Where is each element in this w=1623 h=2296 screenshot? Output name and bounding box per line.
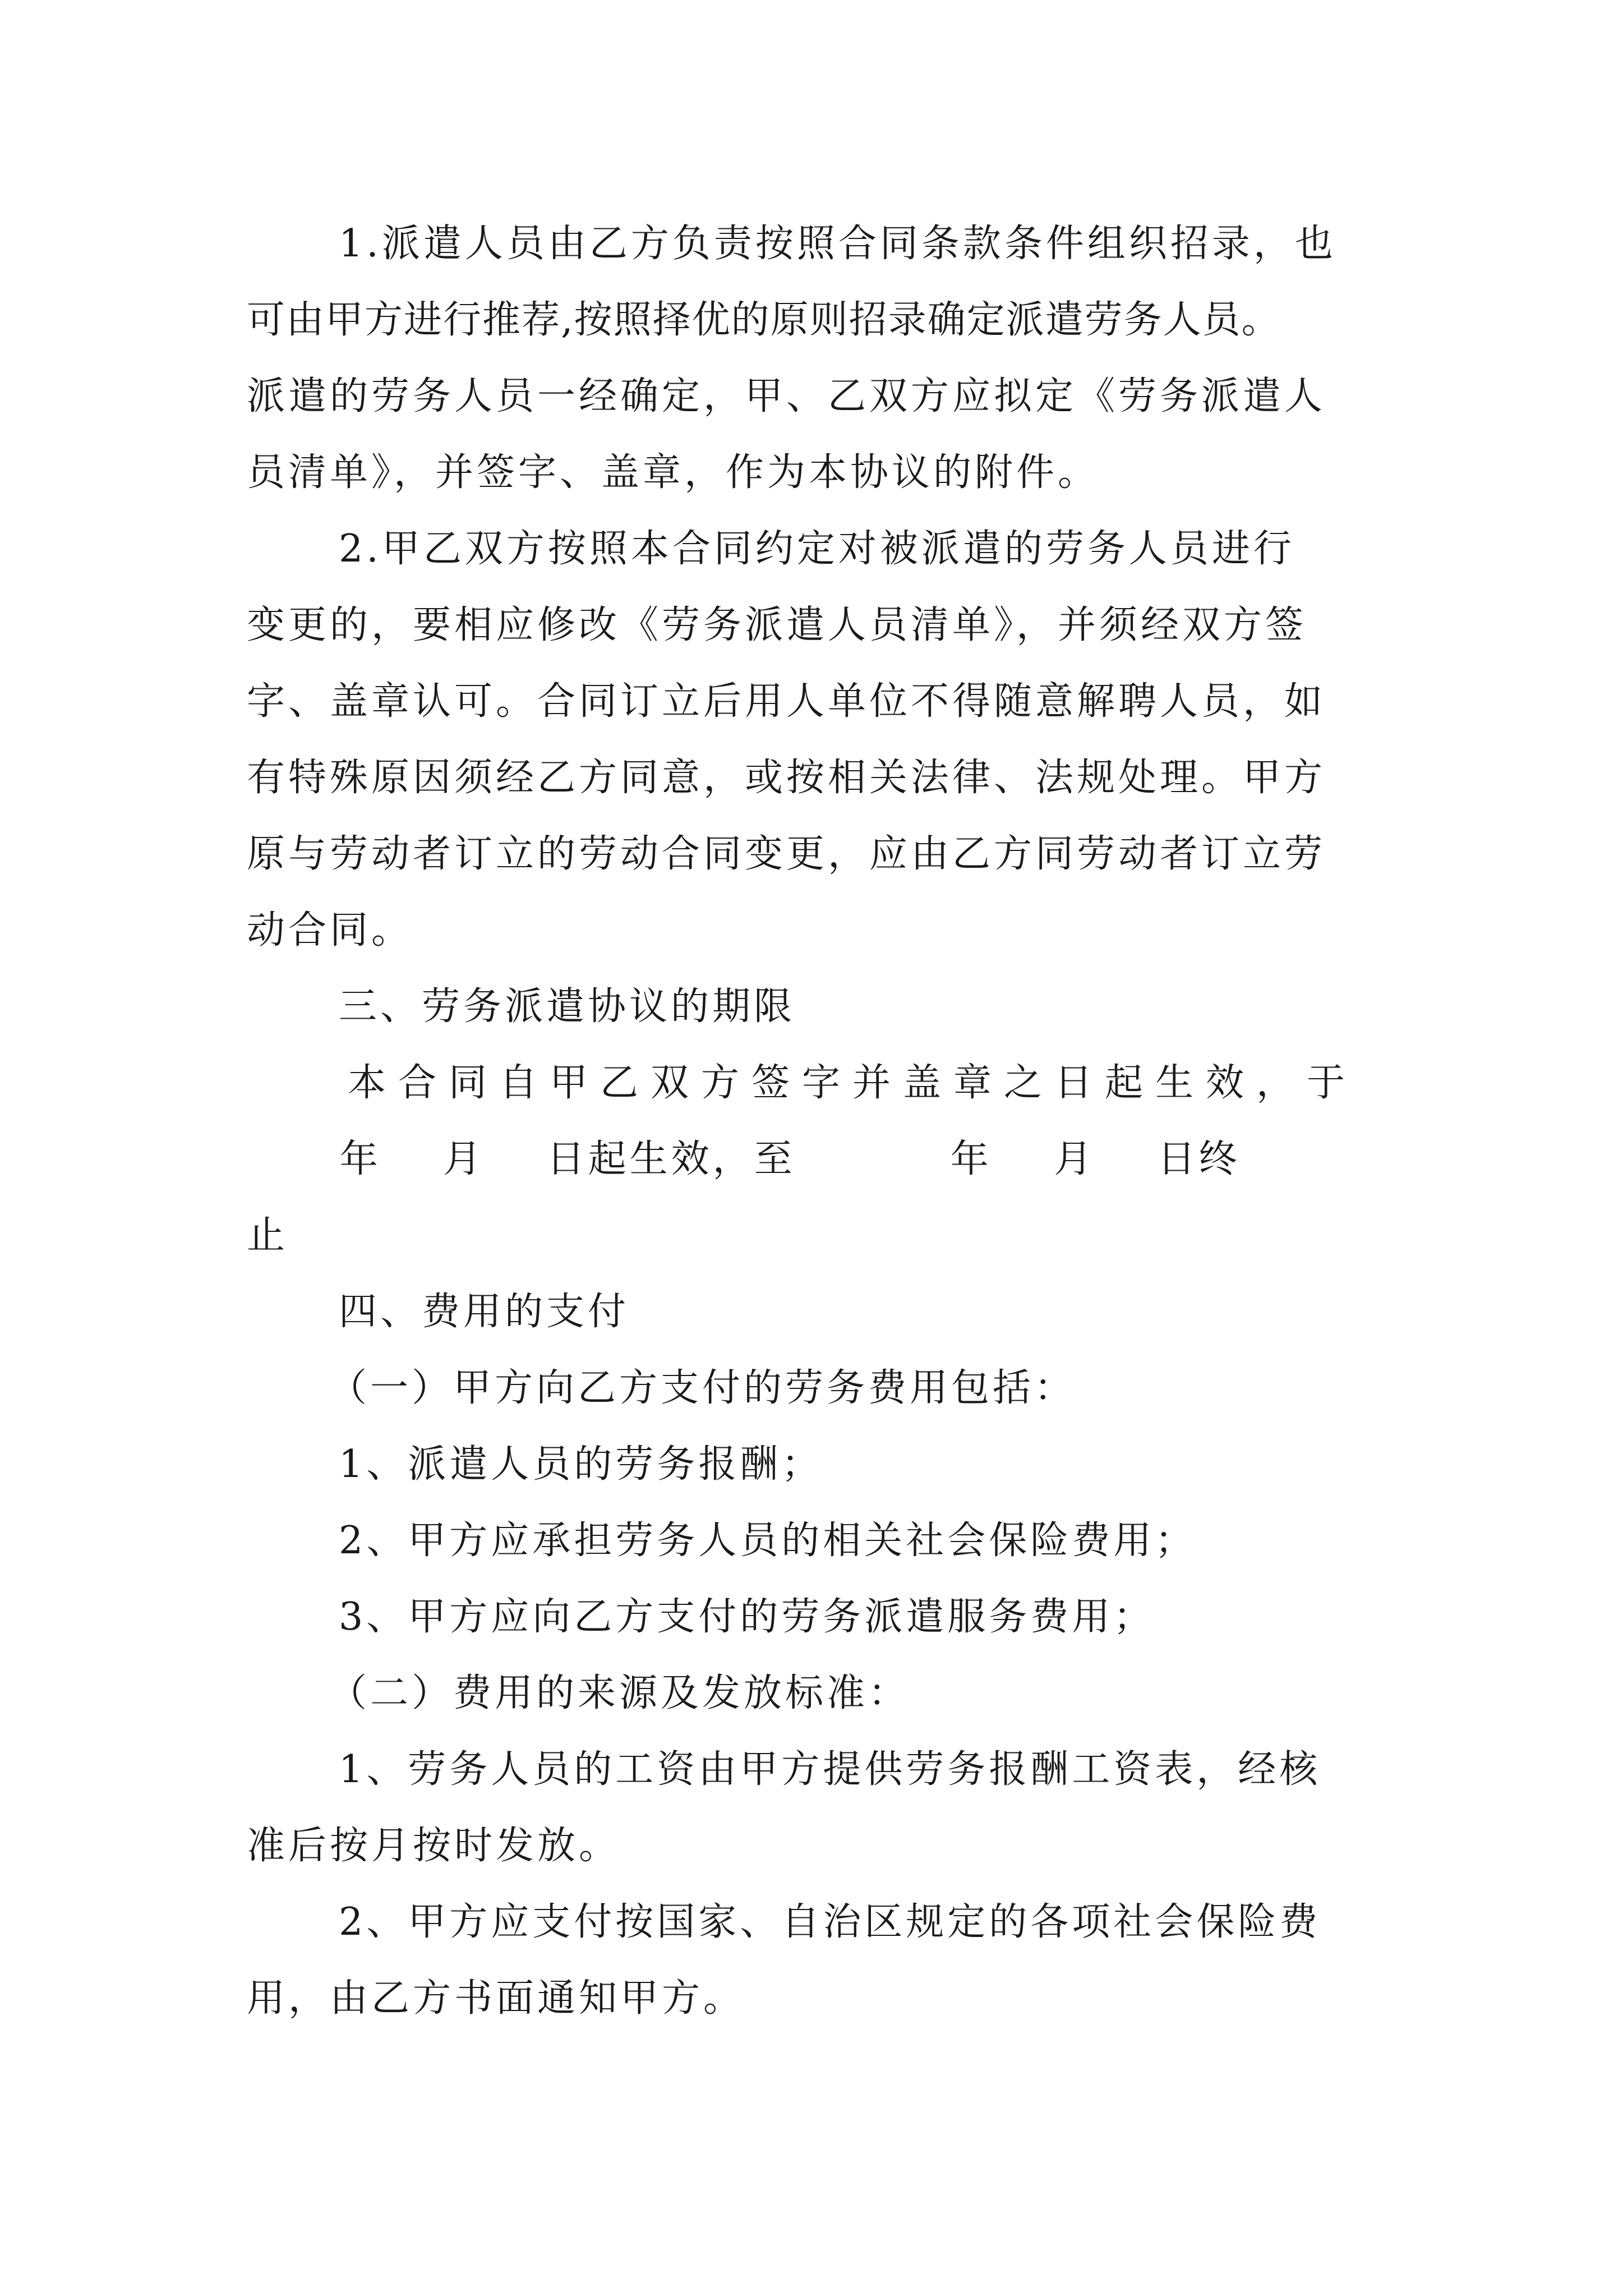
term-line-2: 年 月 日起生效，至 年 月 日终 bbox=[247, 1137, 1241, 1181]
paragraph-2-line-4: 有特殊原因须经乙方同意，或按相关法律、法规处理。甲方 bbox=[247, 756, 1326, 800]
subsection-heading-2: （二）费用的来源及发放标准： bbox=[329, 1671, 910, 1715]
paragraph-2-line-3: 字、盖章认可。合同订立后用人单位不得随意解聘人员，如 bbox=[247, 679, 1326, 724]
paragraph-2-line-5: 原与劳动者订立的劳动合同变更，应由乙方同劳动者订立劳 bbox=[247, 832, 1326, 876]
paragraph-2-line-2: 变更的，要相应修改《劳务派遣人员清单》，并须经双方签 bbox=[247, 603, 1307, 647]
standard-item-1-line-2: 准后按月按时发放。 bbox=[247, 1824, 621, 1868]
paragraph-1-line-3: 派遣的劳务人员一经确定，甲、乙双方应拟定《劳务派遣人 bbox=[247, 374, 1326, 418]
section-heading-4: 四、费用的支付 bbox=[339, 1290, 630, 1334]
standard-item-2-line-2: 用，由乙方书面通知甲方。 bbox=[247, 1976, 745, 2021]
fee-item-1: 1、派遣人员的劳务报酬； bbox=[339, 1442, 823, 1487]
paragraph-2-line-6: 动合同。 bbox=[247, 908, 413, 953]
section-heading-3: 三、劳务派遣协议的期限 bbox=[339, 984, 796, 1029]
standard-item-2-line-1: 2、甲方应支付按国家、自治区规定的各项社会保险费 bbox=[339, 1900, 1321, 1944]
paragraph-1-line-2: 可由甲方进行推荐,按照择优的原则招录确定派遣劳务人员。 bbox=[247, 298, 1281, 342]
paragraph-1-line-4: 员清单》，并签字、盖章，作为本协议的附件。 bbox=[247, 450, 1100, 495]
subsection-heading-1: （一）甲方向乙方支付的劳务费用包括： bbox=[329, 1366, 1076, 1410]
paragraph-1-line-1: 1.派遣人员由乙方负责按照合同条款条件组织招录，也 bbox=[339, 222, 1336, 266]
paragraph-2-line-1: 2.甲乙双方按照本合同约定对被派遣的劳务人员进行 bbox=[339, 527, 1295, 571]
fee-item-2: 2、甲方应承担劳务人员的相关社会保险费用； bbox=[339, 1519, 1197, 1563]
fee-item-3: 3、甲方应向乙方支付的劳务派遣服务费用； bbox=[339, 1595, 1155, 1639]
term-line-3: 止 bbox=[247, 1213, 285, 1258]
term-line-1: 本合同自甲乙双方签字并盖章之日起生效，于 bbox=[348, 1061, 1358, 1105]
standard-item-1-line-1: 1、劳务人员的工资由甲方提供劳务报酬工资表，经核 bbox=[339, 1747, 1321, 1792]
